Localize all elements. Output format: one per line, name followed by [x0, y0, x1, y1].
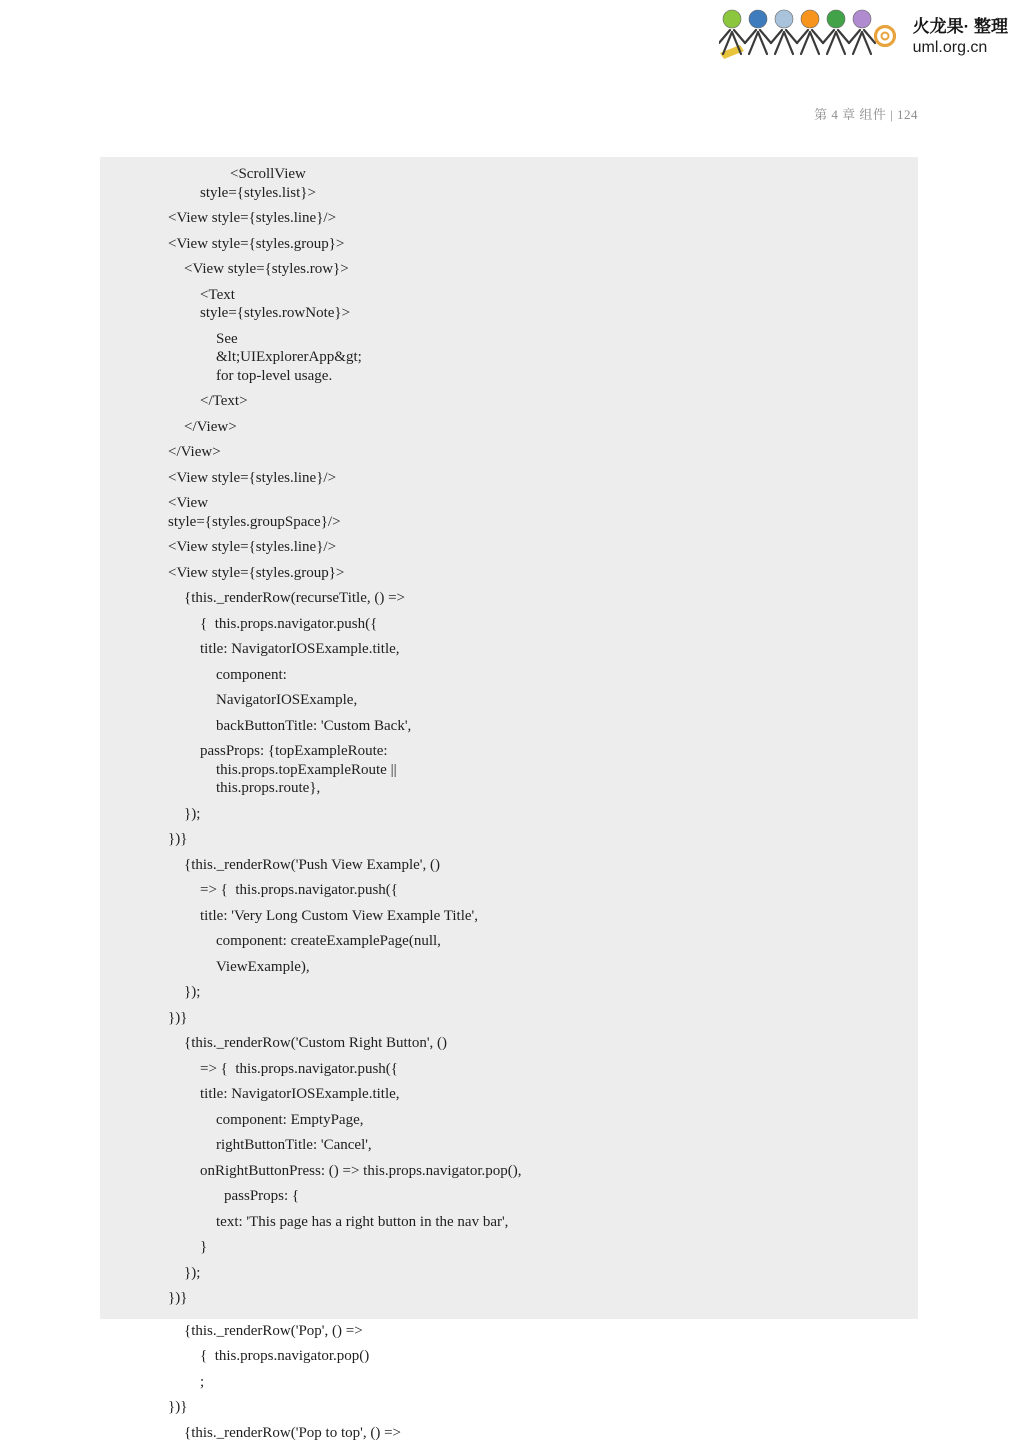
code-line: ViewExample),	[216, 958, 310, 975]
code-statement	[100, 1424, 918, 1440]
code-statement	[100, 1322, 918, 1348]
code-statement	[100, 1009, 918, 1035]
code-line: { this.props.navigator.pop()	[200, 1348, 370, 1364]
code-statement	[100, 1238, 918, 1264]
code-statement	[100, 881, 918, 907]
code-statement	[100, 260, 918, 286]
code-line: <View	[168, 495, 209, 511]
code-statement	[100, 691, 918, 717]
code-line: </View>	[168, 444, 221, 460]
code-line: style={styles.rowNote}>	[200, 305, 351, 321]
code-statement	[100, 443, 918, 469]
code-statement	[100, 1085, 918, 1111]
page-number-header: 第 4 章 组件 | 124	[814, 107, 918, 122]
code-line: => { this.props.navigator.push({	[200, 1060, 398, 1077]
code-statement	[100, 589, 918, 615]
code-line: &lt;UIExplorerApp&gt;	[216, 349, 362, 365]
code-statement	[100, 1162, 918, 1188]
code-line: })}	[168, 831, 188, 847]
code-statement	[100, 209, 918, 235]
code-line: }	[200, 1239, 208, 1255]
code-line: <View style={styles.group}>	[168, 235, 345, 252]
logo-subtitle: uml.org.cn	[912, 38, 988, 56]
code-line: text: 'This page has a right button in the nav bar',	[216, 1213, 509, 1230]
code-line: })}	[168, 1399, 188, 1415]
code-statement	[100, 165, 918, 209]
code-line: => { this.props.navigator.push({	[200, 882, 398, 898]
logo-text-block	[913, 16, 1008, 57]
code-statement	[100, 1060, 918, 1086]
code-line: this.props.route},	[216, 780, 321, 796]
code-line: backButtonTitle: 'Custom Back',	[216, 717, 412, 734]
code-line: {this._renderRow('Pop', () =>	[184, 1322, 363, 1339]
code-area	[100, 157, 918, 1440]
code-line: component: createExamplePage(null,	[216, 933, 441, 949]
code-statement	[100, 830, 918, 856]
code-line: </View>	[184, 418, 237, 435]
code-statement	[100, 615, 918, 641]
code-statement	[100, 1347, 918, 1373]
code-line: { this.props.navigator.push({	[200, 615, 378, 632]
code-line: for top-level usage.	[216, 367, 333, 384]
code-line: <View style={styles.line}/>	[168, 539, 337, 555]
code-line: passProps: {	[224, 1188, 300, 1204]
code-statement	[100, 1136, 918, 1162]
code-statement	[100, 932, 918, 958]
code-line: <ScrollView	[230, 166, 306, 182]
code-block-gray	[100, 157, 918, 1319]
code-line: {this._renderRow('Custom Right Button', ()	[184, 1035, 448, 1051]
code-statement	[100, 742, 918, 805]
code-statement	[100, 640, 918, 666]
code-line: {this._renderRow(recurseTitle, () =>	[184, 590, 406, 606]
code-statement	[100, 666, 918, 692]
code-line: {this._renderRow('Pop to top', () =>	[184, 1424, 402, 1440]
code-line: })}	[168, 1290, 188, 1306]
code-line: </Text>	[200, 393, 248, 409]
code-line: <View style={styles.group}>	[168, 564, 345, 581]
code-statement	[100, 330, 918, 393]
code-statement	[100, 564, 918, 590]
code-line: });	[184, 984, 201, 1000]
code-line: <Text	[200, 286, 235, 303]
code-statement	[100, 235, 918, 261]
code-statement	[100, 1111, 918, 1137]
code-line: style={styles.groupSpace}/>	[168, 513, 341, 530]
code-line: {this._renderRow('Push View Example', ()	[184, 856, 440, 873]
code-line: <View style={styles.row}>	[184, 261, 349, 277]
code-statement	[100, 494, 918, 538]
code-line: });	[184, 1264, 201, 1281]
code-statement	[100, 1264, 918, 1290]
code-statement	[100, 1034, 918, 1060]
code-statement	[100, 538, 918, 564]
code-line: rightButtonTitle: 'Cancel',	[216, 1137, 372, 1153]
code-statement	[100, 1187, 918, 1213]
uml-logo	[719, 8, 1008, 66]
code-line: })}	[168, 1009, 188, 1026]
code-line: <View style={styles.line}/>	[168, 469, 337, 486]
code-line: style={styles.list}>	[200, 184, 316, 201]
code-statement	[100, 907, 918, 933]
code-statement	[100, 1213, 918, 1239]
code-line: onRightButtonPress: () => this.props.navigator.pop(),	[200, 1162, 522, 1179]
code-statement	[100, 958, 918, 984]
code-statement	[100, 1289, 918, 1315]
code-line: title: NavigatorIOSExample.title,	[200, 1086, 400, 1102]
code-line: passProps: {topExampleRoute:	[200, 743, 388, 759]
code-statement	[100, 418, 918, 444]
code-statement	[100, 392, 918, 418]
code-line: NavigatorIOSExample,	[216, 692, 358, 708]
code-statement	[100, 286, 918, 330]
code-block-white	[100, 1319, 918, 1440]
code-line: title: 'Very Long Custom View Example Title',	[200, 907, 478, 924]
code-line: <View style={styles.line}/>	[168, 210, 337, 226]
code-statement	[100, 983, 918, 1009]
code-statement	[100, 856, 918, 882]
logo-title: 火龙果· 整理	[912, 17, 1008, 37]
code-statement	[100, 1373, 918, 1399]
uml-logo-icon	[719, 8, 905, 66]
code-line: title: NavigatorIOSExample.title,	[200, 641, 400, 657]
code-line: ;	[200, 1373, 205, 1390]
code-line: component: EmptyPage,	[216, 1111, 364, 1128]
code-line: See	[216, 330, 238, 347]
code-statement	[100, 805, 918, 831]
code-line: this.props.topExampleRoute ||	[216, 761, 397, 778]
code-statement	[100, 717, 918, 743]
code-line: component:	[216, 666, 287, 683]
code-statement	[100, 1398, 918, 1424]
code-statement	[100, 469, 918, 495]
code-line: });	[184, 805, 201, 822]
